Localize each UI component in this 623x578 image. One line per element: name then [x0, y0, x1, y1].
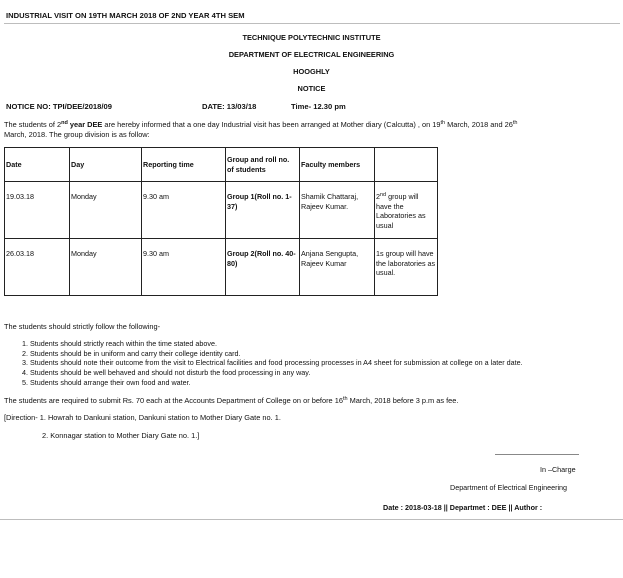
fee-text-a: The students are required to submit Rs. 70 each at the Accounts Department of College on or before 16 [4, 396, 343, 405]
list-item: 3. Students should note their outcome from the visit to Electrical facilities and food processing processes in A4 sheet for submission at college on a later date. [22, 358, 523, 368]
intro-text-year: year DEE [67, 120, 103, 129]
header-date: Date [5, 148, 70, 182]
fee-sup: th [342, 396, 348, 402]
rules-list [22, 339, 523, 388]
header-reporting-time: Reporting time [142, 148, 226, 182]
follow-intro: The students should strictly follow the following- [4, 322, 161, 331]
row-time: 9.30 am [142, 182, 226, 239]
intro-text-a: The students of 2 [4, 120, 62, 129]
row-note-text: group will have the Laboratories as usual [376, 192, 426, 230]
header-group: Group and roll no. of students [226, 148, 300, 182]
row-faculty: Anjana Sengupta, Rajeev Kumar [300, 239, 375, 296]
list-item: 4. Students should be well behaved and should not disturb the food processing in any way. [22, 368, 311, 378]
footer-meta: Date : 2018-03-18 || Departmet : DEE || Author : [383, 503, 543, 512]
title-divider [4, 23, 620, 24]
row-date: 26.03.18 [5, 239, 70, 296]
intro-sup-th-1: th [440, 120, 446, 126]
table-row [5, 182, 438, 239]
header-day: Day [70, 148, 142, 182]
row-note-text: 1s group will have the laboratories as usual. [376, 249, 436, 278]
header-faculty: Faculty members [300, 148, 375, 182]
row-note-pre: 2 [376, 192, 380, 201]
row-note-sup: nd [380, 192, 387, 198]
table-header-row [5, 148, 438, 182]
row-day: Monday [70, 239, 142, 296]
intro-sup-th-2: th [512, 120, 518, 126]
row-note [375, 239, 438, 296]
intro-line-1 [4, 120, 517, 129]
institute-name: TECHNIQUE POLYTECHNIC INSTITUTE [242, 33, 381, 42]
signature-department: Department of Electrical Engineering [450, 483, 568, 492]
row-note [375, 182, 438, 239]
list-item: 1. Students should strictly reach within the time stated above. [22, 339, 217, 348]
table-row [5, 239, 438, 296]
header-blank [375, 148, 438, 182]
signature-role: In –Charge [540, 465, 576, 474]
notice-date: DATE: 13/03/18 [202, 102, 257, 111]
notice-heading: NOTICE [297, 84, 326, 93]
notice-number: NOTICE NO: TPI/DEE/2018/09 [6, 102, 112, 111]
row-time: 9.30 am [142, 239, 226, 296]
fee-text-b: March, 2018 before 3 p.m as fee. [347, 396, 459, 405]
direction-line-2: 2. Konnagar station to Mother Diary Gate no. 1.] [42, 431, 200, 440]
row-faculty: Shamik Chattaraj, Rajeev Kumar. [300, 182, 375, 239]
row-group: Group 2(Roll no. 40- 80) [226, 239, 300, 296]
location-name: HOOGHLY [293, 67, 330, 76]
footer-divider [0, 519, 623, 520]
fee-instruction [4, 396, 458, 405]
department-name: DEPARTMENT OF ELECTRICAL ENGINEERING [228, 50, 395, 59]
intro-text-b: are hereby informed that a one day Industrial visit has been arranged at Mother diary (Calcutta) , on 19 [102, 120, 441, 129]
notice-time: Time- 12.30 pm [291, 102, 346, 111]
group-division-table [4, 147, 438, 296]
row-date: 19.03.18 [5, 182, 70, 239]
row-day: Monday [70, 182, 142, 239]
intro-text-c: March, 2018 and 26 [445, 120, 513, 129]
list-item: 5. Students should arrange their own food and water. [22, 377, 191, 387]
direction-line-1: [Direction- 1. Howrah to Dankuni station, Dankuni station to Mother Diary Gate no. 1. [4, 413, 281, 422]
intro-line-2: March, 2018. The group division is as follow: [4, 130, 150, 139]
document-title: INDUSTRIAL VISIT ON 19TH MARCH 2018 OF 2ND YEAR 4TH SEM [6, 11, 245, 20]
intro-sup-nd: nd [61, 120, 68, 126]
list-item: 2. Students should be in uniform and carry their college identity card. [22, 348, 241, 358]
row-group: Group 1(Roll no. 1-37) [226, 182, 300, 239]
signature-line [495, 454, 579, 455]
